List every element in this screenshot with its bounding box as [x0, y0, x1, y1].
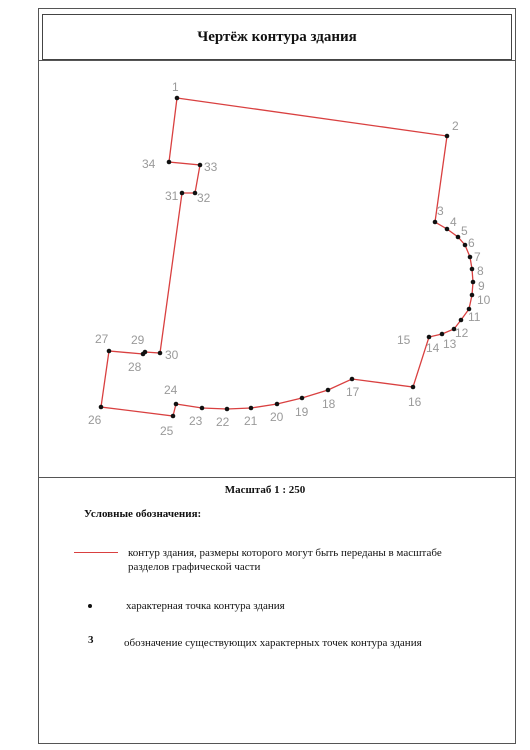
- contour-point-22: [225, 407, 230, 412]
- contour-point-6: [463, 243, 468, 248]
- contour-point-21: [249, 406, 254, 411]
- contour-point-9: [471, 280, 476, 285]
- contour-point-label-21: 21: [244, 414, 258, 428]
- contour-point-label-28: 28: [128, 360, 142, 374]
- legend-contour-text: контур здания, размеры которого могут быть переданы в масштабе разделов графической части: [128, 547, 442, 573]
- contour-point-26: [99, 405, 104, 410]
- contour-point-label-23: 23: [189, 414, 203, 428]
- contour-point-label-27: 27: [95, 332, 109, 346]
- legend-number-sample: 3: [88, 634, 94, 646]
- contour-point-label-17: 17: [346, 385, 360, 399]
- contour-point-16: [411, 385, 416, 390]
- contour-point-label-1: 1: [172, 80, 179, 94]
- contour-point-2: [445, 134, 450, 139]
- legend-point-text: характерная точка контура здания: [126, 600, 285, 612]
- contour-point-label-25: 25: [160, 424, 174, 438]
- contour-point-label-31: 31: [165, 189, 179, 203]
- scale-label: Масштаб 1 : 250: [224, 484, 306, 496]
- contour-point-20: [275, 402, 280, 407]
- contour-point-7: [468, 255, 473, 260]
- contour-point-34: [167, 160, 172, 165]
- contour-point-30: [158, 351, 163, 356]
- contour-point-31: [180, 191, 185, 196]
- contour-point-label-24: 24: [164, 383, 178, 397]
- legend-heading: Условные обозначения:: [84, 508, 202, 520]
- contour-point-29: [143, 350, 148, 355]
- contour-point-24: [174, 402, 179, 407]
- contour-point-12: [459, 318, 464, 323]
- contour-point-label-4: 4: [450, 215, 457, 229]
- contour-point-label-9: 9: [478, 279, 485, 293]
- contour-point-33: [198, 163, 203, 168]
- legend-point-sample: [88, 604, 92, 608]
- legend-number-text: обозначение существующих характерных точек контура здания: [124, 637, 422, 649]
- contour-point-label-7: 7: [474, 250, 481, 264]
- contour-point-label-18: 18: [322, 397, 336, 411]
- contour-point-5: [456, 235, 461, 240]
- building-contour-line: [101, 98, 473, 416]
- contour-point-label-10: 10: [477, 293, 491, 307]
- contour-point-label-34: 34: [142, 157, 156, 171]
- contour-point-label-13: 13: [443, 337, 457, 351]
- contour-point-label-15: 15: [397, 333, 411, 347]
- contour-point-4: [445, 227, 450, 232]
- contour-point-label-5: 5: [461, 224, 468, 238]
- legend-contour-line-sample: [74, 552, 118, 553]
- contour-point-23: [200, 406, 205, 411]
- contour-point-19: [300, 396, 305, 401]
- page-title: Чертёж контура здания: [197, 28, 357, 45]
- contour-point-1: [175, 96, 180, 101]
- contour-point-27: [107, 349, 112, 354]
- contour-point-17: [350, 377, 355, 382]
- contour-point-label-29: 29: [131, 333, 145, 347]
- contour-point-8: [470, 267, 475, 272]
- contour-point-3: [433, 220, 438, 225]
- contour-point-label-12: 12: [455, 326, 469, 340]
- contour-point-label-11: 11: [468, 310, 481, 324]
- contour-point-label-8: 8: [477, 264, 484, 278]
- contour-point-label-3: 3: [437, 204, 444, 218]
- contour-point-14: [440, 332, 445, 337]
- contour-point-15: [427, 335, 432, 340]
- contour-point-label-16: 16: [408, 395, 422, 409]
- contour-point-10: [470, 293, 475, 298]
- contour-point-label-14: 14: [426, 341, 440, 355]
- contour-point-label-30: 30: [165, 348, 179, 362]
- contour-point-18: [326, 388, 331, 393]
- contour-point-label-20: 20: [270, 410, 284, 424]
- contour-point-25: [171, 414, 176, 419]
- contour-point-label-32: 32: [197, 191, 211, 205]
- contour-point-label-26: 26: [88, 413, 102, 427]
- contour-point-label-33: 33: [204, 160, 218, 174]
- contour-point-label-19: 19: [295, 405, 309, 419]
- contour-point-label-6: 6: [468, 236, 475, 250]
- contour-point-label-22: 22: [216, 415, 230, 429]
- contour-point-label-2: 2: [452, 119, 459, 133]
